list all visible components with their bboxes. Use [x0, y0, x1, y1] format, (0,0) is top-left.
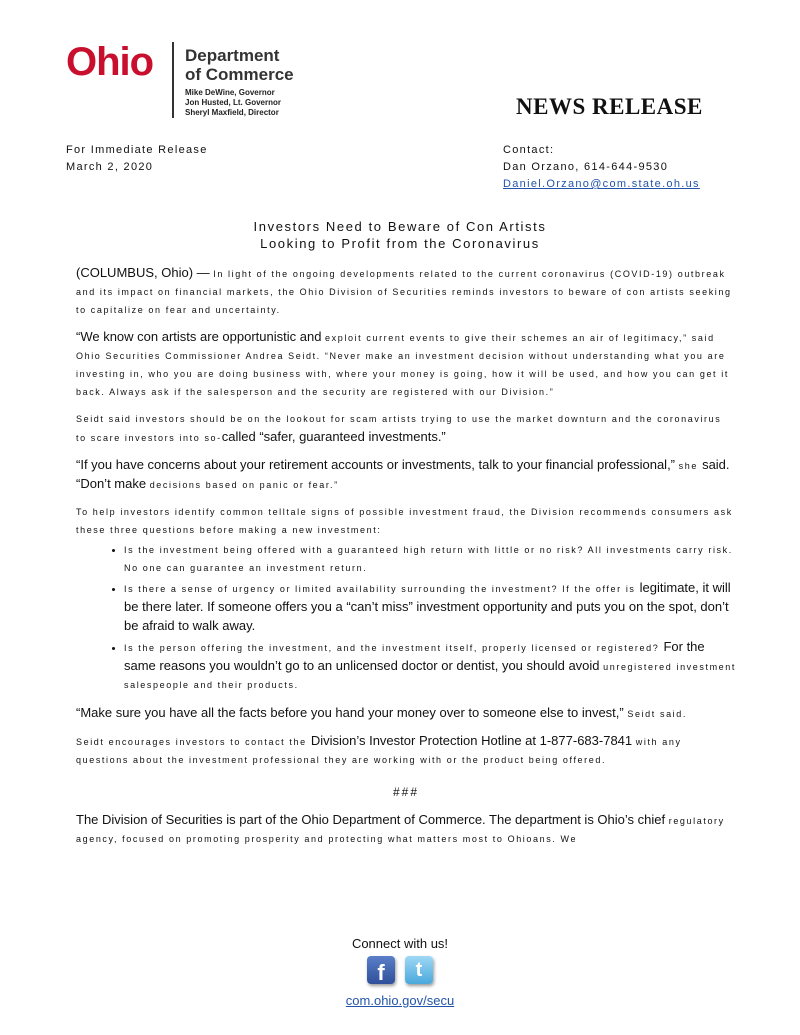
- social-icons: [367, 956, 437, 986]
- about-lead: The Division of Securities is part of the Ohio Department of Commerce. The department is Ohio’s chief: [76, 812, 669, 827]
- about-tail: regulatory agency, focused on promoting prosperity and protecting what matters most to Ohioans. We: [76, 816, 725, 844]
- question-2-lead: Is there a sense of urgency or limited availability surrounding the investment? If the offer is: [124, 584, 640, 594]
- contact-info: [503, 142, 700, 193]
- department-line-2: of Commerce: [185, 65, 294, 84]
- concerns-said: said. “Don’t make: [76, 457, 730, 491]
- questions-list: [76, 541, 736, 694]
- dateline: (COLUMBUS, Ohio) —: [76, 265, 214, 280]
- hotline-number: Division’s Investor Protection Hotline at 1-877-683-7841: [310, 733, 636, 748]
- concerns-tail: decisions based on panic or fear.”: [149, 480, 339, 490]
- news-release-title: NEWS RELEASE: [516, 94, 703, 119]
- contact-email-link[interactable]: Daniel.Orzano@com.state.oh.us: [503, 178, 700, 190]
- quote-rest: exploit current events to give their schemes an air of legitimacy,” said Ohio Securities Commissioner Andrea Seidt. “Never make an investment decision without understanding what you are investing in, who you are doing business with, where your money is going, how it will be used, and how you can get it back. Always ask if the salesperson and the security are registered with our Division.”: [76, 333, 729, 397]
- hotline-tail: with any questions about the investment professional they are working with or the product being offered.: [76, 737, 682, 765]
- website-link[interactable]: com.ohio.gov/secu: [345, 993, 455, 1008]
- list-item: [124, 638, 736, 694]
- facebook-icon[interactable]: f: [367, 956, 395, 984]
- twitter-icon[interactable]: t: [405, 956, 433, 984]
- department-line-1: Department: [185, 46, 280, 65]
- list-item: [124, 579, 736, 636]
- paragraph-about: [76, 811, 736, 848]
- facts-quote: “Make sure you have all the facts before you hand your money over to someone else to invest,”: [76, 705, 628, 720]
- contact-name: Dan Orzano, 614-644-9530: [503, 161, 669, 173]
- official-governor: Mike DeWine, Governor: [185, 88, 275, 97]
- question-2-tail: legitimate, it will be there later. If someone offers you a “can’t miss” investment opportunity and puts you on the spot, don’t be afraid to walk away.: [124, 580, 731, 633]
- question-3-lead: Is the person offering the investment, and the investment itself, properly licensed or registered?: [124, 643, 664, 653]
- scam-warning-tail: called “safer, guaranteed investments.”: [221, 429, 446, 444]
- quote-lead: “We know con artists are opportunistic and: [76, 329, 326, 344]
- paragraph-concerns: [76, 456, 736, 494]
- facts-attribution: Seidt said.: [627, 709, 687, 719]
- headline: [0, 218, 800, 252]
- ohio-logo: Ohio: [66, 40, 154, 84]
- list-item: [124, 541, 736, 577]
- question-3-tail: unregistered investment salespeople and their products.: [124, 662, 736, 690]
- question-1: Is the investment being offered with a guaranteed high return with little or no risk? All investments carry risk. No one can guarantee an investment return.: [124, 545, 733, 573]
- paragraph-facts: [76, 704, 736, 723]
- hotline-lead: Seidt encourages investors to contact the: [76, 737, 311, 747]
- article-body: [76, 264, 736, 857]
- department-name: [185, 46, 294, 84]
- paragraph-questions-intro: To help investors identify common telltale signs of possible investment fraud, the Division recommends consumers ask these three questions before making a new investment:: [76, 507, 733, 535]
- headline-line-1: Investors Need to Beware of Con Artists: [253, 219, 547, 234]
- contact-label: Contact:: [503, 144, 555, 156]
- concerns-lead: “If you have concerns about your retirement accounts or investments, talk to your financial professional,”: [76, 457, 679, 472]
- question-3-mid: For the same reasons you wouldn’t go to an unlicensed doctor or dentist, you should avoid: [124, 639, 705, 673]
- officials-list: [185, 88, 281, 118]
- logo-divider: [172, 42, 174, 118]
- release-info: [66, 142, 208, 176]
- scam-warning-text: Seidt said investors should be on the lookout for scam artists trying to use the market downturn and the coronavirus to scare investors into so-: [76, 414, 722, 443]
- concerns-she: she: [678, 461, 703, 471]
- release-type: For Immediate Release: [66, 144, 208, 156]
- paragraph-quote-seidt: [76, 328, 736, 401]
- section-separator: ###: [392, 785, 420, 799]
- release-date: March 2, 2020: [66, 161, 154, 173]
- headline-line-2: Looking to Profit from the Coronavirus: [260, 236, 540, 251]
- connect-label: Connect with us!: [351, 936, 449, 951]
- official-lt-governor: Jon Husted, Lt. Governor: [185, 98, 282, 107]
- paragraph-intro: [76, 264, 736, 319]
- intro-text: In light of the ongoing developments related to the current coronavirus (COVID-19) outbreak and its impact on financial markets, the Ohio Division of Securities reminds investors to beware of con artists seeking to capitalize on fear and uncertainty.: [76, 269, 732, 315]
- official-director: Sheryl Maxfield, Director: [185, 108, 279, 117]
- paragraph-scam-warning: [76, 410, 736, 447]
- paragraph-hotline: [76, 732, 736, 769]
